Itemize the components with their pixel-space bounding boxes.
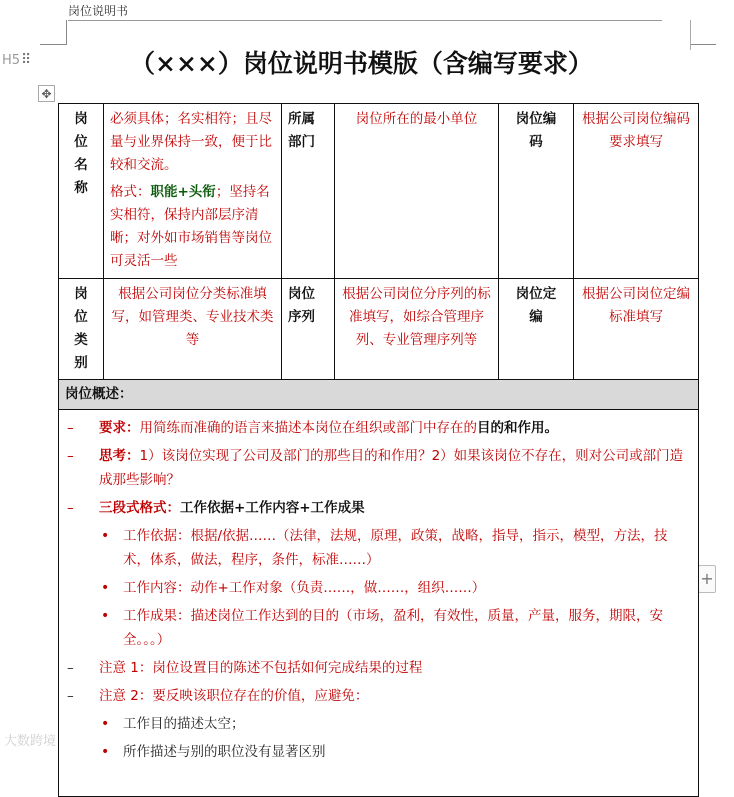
crop-mark-left-h [40,44,66,45]
department-value[interactable]: 岗位所在的最小单位 [335,104,499,279]
department-label: 所属部门 [282,104,335,279]
list-item: – 注意 1：岗位设置目的陈述不包括如何完成结果的过程 [67,660,423,676]
position-sequence-value[interactable]: 根据公司岗位分序列的标准填写，如综合管理序列、专业管理序列等 [335,279,499,380]
position-code-label: 岗位编码 [499,104,574,279]
list-item: • 工作目的描述太空； [101,716,245,732]
crop-mark-right-h [690,44,716,45]
crop-mark-right-v [690,20,691,50]
style-tag[interactable]: H5 [2,53,21,68]
crop-mark-left-v [66,20,67,45]
list-item: • 工作依据：根据/依据……（法律，法规，原理，政策，战略，指导，指示，模型，方法，技术，体系，做法，程序，条件，标准……） [101,528,668,568]
header-rule [68,20,662,21]
list-item: • 工作成果：描述岗位工作达到的目的（市场，盈利，有效性，质量，产量，服务，期限，安全。。。） [101,608,663,648]
header-text: 岗位说明书 [68,4,129,18]
headcount-label: 岗位定编 [499,279,574,380]
list-item: – 注意 2：要反映该职位存在的价值，应避免： [67,688,369,704]
position-sequence-label: 岗位序列 [282,279,335,380]
table-row [59,104,699,279]
headcount-value[interactable]: 根据公司岗位定编标准填写 [574,279,699,380]
position-name-desc[interactable]: 必须具体；名实相符；且尽量与业界保持一致，便于比较和交流。 格式：职能+头衔；坚持名实相符，保持内部层序清晰；对外如市场销售等岗位可灵活一些 [104,104,282,279]
drag-handle-icon[interactable]: ⠿ [21,52,30,68]
job-description-table [58,103,699,797]
document-title: （×××）岗位说明书模版（含编写要求） [130,49,593,78]
list-item: – 思考：1）该岗位实现了公司及部门的那些目的和作用？2）如果该岗位不存在，则对公司或部门造成那些影响？ [67,448,684,488]
watermark-logo: 大数跨境 [4,734,57,749]
position-category-label: 岗位类别 [59,279,104,380]
table-move-icon[interactable]: ✥ [38,85,55,102]
position-category-value[interactable]: 根据公司岗位分类标准填写，如管理类、专业技术类等 [104,279,282,380]
table-row [59,410,699,797]
overview-body[interactable] [59,410,699,797]
position-code-value[interactable]: 根据公司岗位编码要求填写 [574,104,699,279]
table-row [59,380,699,410]
table-row [59,279,699,380]
list-item: – 三段式格式：工作依据+工作内容+工作成果 [67,500,365,516]
list-item: • 所作描述与别的职位没有显著区别 [101,744,326,760]
list-item: • 工作内容：动作+工作对象（负责……，做……，组织……） [101,580,486,596]
side-add-button[interactable]: + [698,565,716,593]
list-item: – 要求：用简练而准确的语言来描述本岗位在组织或部门中存在的目的和作用。 [67,420,558,436]
overview-heading: 岗位概述： [59,380,699,410]
position-name-label: 岗位名称 [59,104,104,279]
